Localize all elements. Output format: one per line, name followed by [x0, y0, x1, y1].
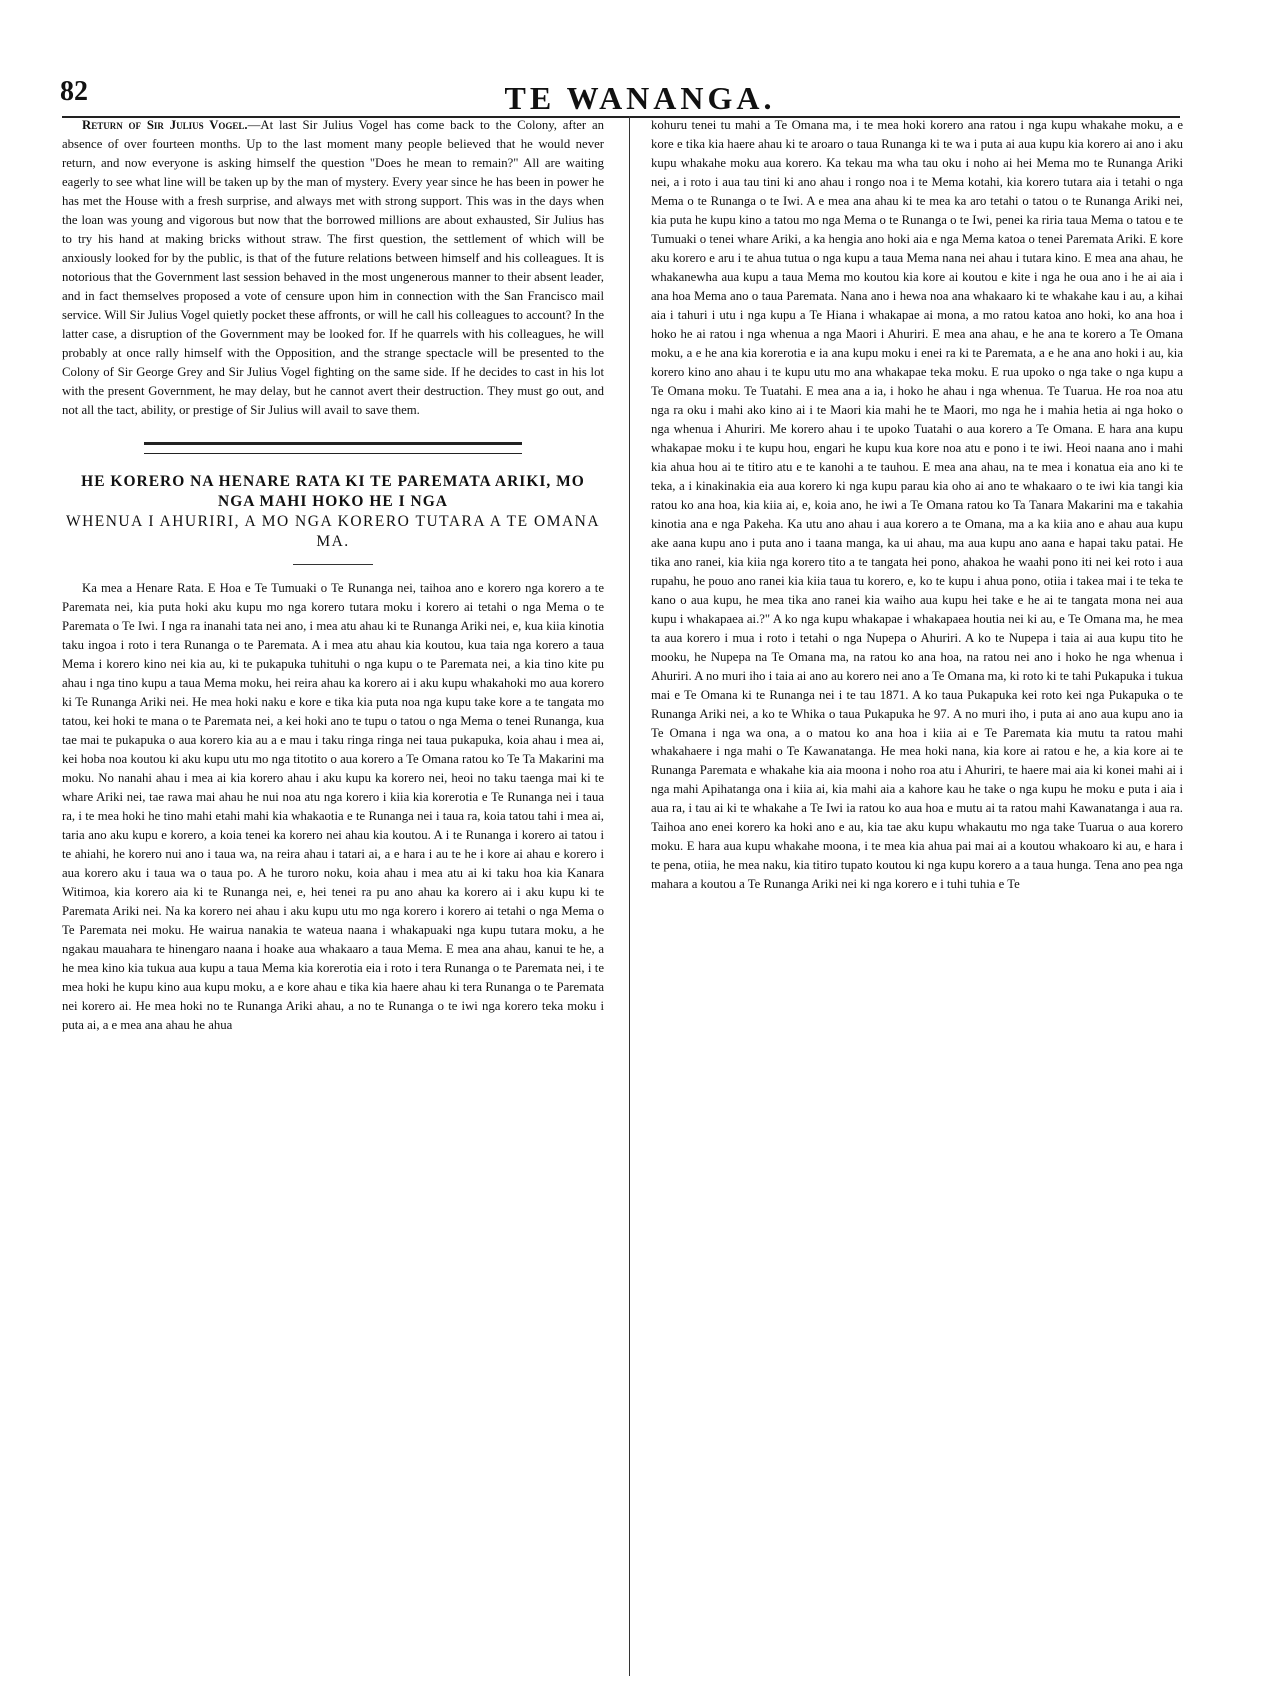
column-divider	[629, 116, 630, 1676]
masthead: TE WANANGA.	[504, 80, 776, 116]
article-body-right: kohuru tenei tu mahi a Te Omana ma, i te mea hoki korero ana ratou i nga kupu whakahe moku, a e kore e tika kia haere ahau ki te aroaro o taua Runanga ki te wa i puta ai aua kupu kia korero ai ano i aku kupu whakahe moku aua korero. Ka tekau ma wha tau oku i noho ai hei Mema mo te Runanga Ariki nei, a i roto i aua tau tini ki ano ahau i rongo noa i te Mema kotahi, kia korero tutara aia i tetahi o nga Mema o te Runanga o te Iwi. A e mea ana ahau ki te mea ka aro tetahi o tatou o te Runanga Ariki nei, kia puta he kupu kino a tatou mo nga Mema o te Runanga o te Iwi, penei ka riria taua Mema o tatou e te Tumuaki o tenei whare Ariki, a ka hengia ano hoki aia e nga Mema katoa o tenei Paremata Ariki. E kore aku korero e aru i te ahua tutua o nga kupu a taua Mema nana nei ahau i tutara kino. E mea ana ahau, he whakanewha aua kupu a taua Mema mo koutou kia kore ai koutou e kite i nga he oua ano i he ai aia i ana hoa Mema ano o taua Paremata. Nana ano i hewa noa ana whakaaro ki te whakahe kau i au, a kihai aia i tahuri i utu i nga kupu a Te Hiana i whakapae ai mona, a mo ratou katoa ano hoki, ko ana hoa i hoko he ai ratou i nga whenua a nga Maori i Ahuriri. E mea ana ahau, e he ana te korero a Te Omana moku, a e he ana kia korerotia e ia ana kupu moku i enei ra ki te Paremata, a e he ana ano hoki i au, kia korero kino ano ahau i te kupu utu mo ana whakapae teka moku. E rua upoko o nga take o nga kupu a Te Omana moku. Te Tuatahi. E mea ana a ia, i hoko he ahau i nga whenua. Te Tuarua. He roa noa atu nga ra oku i mahi ako kino ai i te Maori kia mahi he te Maori, mo nga he i mahia hetia ai nga hoko o nga whenua i Ahuriri. Me korero ahau i te upoko Tuatahi o aua korero a Te Omana. E hara ana kupu whakapae moku i te kupu hou, engari he kupu kua kore noa atu e pono i te iwi. Heoi naana ano i mahi kia ahua hou ai te titiro atu e te kanohi a te tauhou. E mea ana ahau, na te mea i konatua eia ano ki te teka, a i kinakinakia eia aua korero ki nga kupu parau kia oho ai ano te whakaaro o te iwi kia tangi kia ratou ko ana hoa, kia kiia ai, e, koia ano, he iwi a Te Omana ratou ko Ta Tanara Makarini ma e takahia kinotia ana e nga Pakeha. Ka utu ano ahau i aua korero a te Omana, ma a ka kiia ano e ahau aua kupu ake aana kupu ano i puta ano i taana manga, ka ui ahau, ma aua kupu ano aana e hapai taku patai. He tika ano ranei, kia kiia nga korero tito a te tangata hei pono, ahakoa he waahi pono iti nei kei roto i aua rupahu, he pouo ano ranei kia kiia taua tu korero, e, ko te kupu i ahua pono, otiia i takea mai i te teka te kano o aua kupu, he mea tika ano ranei kia waiho aua kupu hei take e he ai te tangata mona nei aua kupu i whakapaea ai.?" A ko nga kupu whakapae i whakapaea houtia nei ki au, e Te Omana ma, he mea ta aua korero i mua i roto i tetahi o nga Nupepa o Ahuriri. A ko te Nupepa i taia ai aua kupu tito he mooku, he Nupepa na Te Omana ma, na ratou ko ana hoa, na ratou nei ano i hoko he nga whenua i Ahuriri. A no muri iho i taia ai ano au korero nei ano a Te Omana ma, ki roto ki te tahi Pukapuka i tukua mai e Te Omana ki te Runanga nei i te tau 1871. A ko taua Pukapuka kei roto kei nga Pukapuka o te Runanga Ariki nei, a ko te Whika o taua Pukapuka he 97. A no muri iho, i puta ai ano aua kupu ano ia Te Omana i nga wa ona, a o matou ko ana hoa i kiia ai e Te Paremata kia mutu ta ratou mahi whakahaere i nga mahi o Te Kawanatanga. He mea hoki nana, kia kore ai ratou e he, a kia kore ai te Runanga Paremata e whakahe kia aia moona i noho roa atu i Ahuriri, te haere mai aia ki konei mahi ai i nga mahi Apihatanga ona i kiia ai, kia mahi aia a kahore kau he take o nga kupu he moku e puta i aia i aua ra, i tau ai ki te whakahe a Te Iwi ia ratou ko aua hoa e mutu ai ta ratou mahi Kawanatanga i aua ra. Taihoa ano enei korero ka hoki ano e au, kia tae aku kupu whakautu mo nga take Tuarua o aua korero moku. E hara aua kupu whakahe moona, i te mea kia ahua pai mai ai a koutou whakoaro ki au, e hara i te pena, otiia, he mea naku, kia titiro tupato koutou ki nga kupu korero a a taua hunga. Tena ano pea nga mahara a koutou a Te Runanga Ariki nei ki nga korero e i tuhi tuhia e Te	[651, 118, 1183, 892]
article-separator	[144, 442, 522, 445]
page-header	[0, 0, 1280, 116]
page-number: 82	[60, 76, 88, 107]
right-column	[651, 116, 1183, 1676]
article-body-left: Ka mea a Henare Rata. E Hoa e Te Tumuaki o Te Runanga nei, taihoa ano e korero nga korero a te Paremata nei, kia puta hoki aku kupu mo nga korero tutara moku i korero ai tetahi o nga Mema o te Paremata o Te Iwi. I nga ra inanahi tata nei ano, i mea atu ahau ki te Runanga Ariki nei, e, kua kiia kinotia taku ingoa i roto i tera Runanga o te Paremata. A i mea atu ahau kia koutou, kua taia nga korero a taua Mema i korero kino nei kia au, ki te pukapuka tuhituhi o nga kupu o te Paremata nei, a kia tino kite pu ahau i nga tino kupu a taua Mema moku, hei reira ahau ka korero ai i aku kupu whakahoki mo aua korero ki Te Runanga Ariki nei. He mea hoki naku e kore e tika kia puta noa nga kupu take kore a te tangata mo tatou, kei hoki te mana o te Paremata nei, a kei hoki ano te tupu o tatou o nga Mema o tenei Runanga, kua tae mai te pukapuka o aua korero kia au a e mau i taku ringa ringa nei taua pukapuka, koia ahau i mea ai, kei hoba noa koutou ki aku kupu utu mo nga titotito o aua korero a Te Omana ratou ko Te Ta Makarini ma moku. No nanahi ahau i mea ai kia korero ahau i aku kupu ka korero nei, heoi no taku taenga mai ki te whare Ariki nei, tae rawa mai ahau he nui noa atu nga korero i kiia kia korerotia e Te Runanga nei i taua ra, i te mea hoki he tino mahi etahi mahi kia whakaotia e te Runanga nei i taua ra, koia tatou tahi i mea ai, taria ano aku kupu e korero, a koia tenei ka korero nei ahau kia koutou. A i te Runanga i korero ai tatou i te ahiahi, he korero nui ano i taua wa, na reira ahau i tatari ai, a e hara i au te he i kore ai ahau e korero i aua korero aku i taua wa o taua po. A he turoro noku, koia ahau i mea atu ai ki taku hoa kia Kanara Witimoa, kia korero aia ki te Runanga nei, e, hei tenei ra pu ano ahau ka korero ai i aku kupu ki te Paremata Ariki nei. Na ka korero nei ahau i aku kupu utu mo nga korero i korero ai tetahi o nga Mema o Te Paremata nei moku. He wairua nanakia te wateua naana i whakapuaki nga kupu tutara moku, a he ngakau mauahara te hinengaro naana i hoake aua whakaaro a taua Mema. E mea ana ahau, kanui te he, a he mea kino kia tukua aua kupu a taua Mema kia korerotia eia i roto i tera Runanga o te Paremata nei, i te mea hoki he kupu kino aua kupu moku, a e kore ahau e tika kia haere ahau ki tera Runanga o te Paremata nei korero ai. He mea hoki no te Runanga Ariki ahau, a no te Runanga o te iwi nga korero teka moku i puta ai, a e mea ana ahau he ahua	[62, 581, 604, 1032]
left-column	[62, 116, 604, 1676]
headline-sub: WHENUA I AHURIRI, A MO NGA KORERO TUTARA A TE OMANA MA.	[65, 513, 601, 551]
vogel-article-lead: Return of Sir Julius Vogel.	[82, 118, 248, 132]
vogel-article	[62, 116, 604, 420]
headline-rule	[293, 564, 373, 565]
vogel-article-body: —At last Sir Julius Vogel has come back to the Colony, after an absence of over fourteen months. Up to the last moment many people believed that he would never return, and now everyone is asking himself the question "Does he mean to remain?" All are waiting eagerly to see what line will be taken up by the man of mystery. Every year since he has been in power he has met the House with a fresh surprise, and always met with strong support. This was in the days when the loan was young and vigorous but now that the borrowed millions are about exhausted, Sir Julius has to try his hand at making bricks without straw. The first question, the settlement of which will be anxiously looked for by the public, is that of the future relations between himself and his colleagues. It is notorious that the Government last session behaved in the most ungenerous manner to their absent leader, and in fact themselves proposed a vote of censure upon him in connection with the San Francisco mail service. Will Sir Julius Vogel quietly pocket these affronts, or will he call his colleagues to account? In the latter case, a disruption of the Government may be looked for. If he quarrels with his colleagues, he will probably at once rally himself with the Opposition, and the strange spectacle will be presented to the Colony of Sir George Grey and Sir Julius Vogel fighting on the same side. If he decides to cast in his lot with the present Government, he may delay, but he cannot avert their destruction. They must go out, and not all the tact, ability, or prestige of Sir Julius will avail to save them.	[62, 118, 604, 417]
headline-main: HE KORERO NA HENARE RATA KI TE PAREMATA ARIKI, MO NGA MAHI HOKO HE I NGA	[81, 472, 585, 510]
article-separator-thin	[144, 453, 522, 454]
article-headline	[62, 472, 604, 553]
